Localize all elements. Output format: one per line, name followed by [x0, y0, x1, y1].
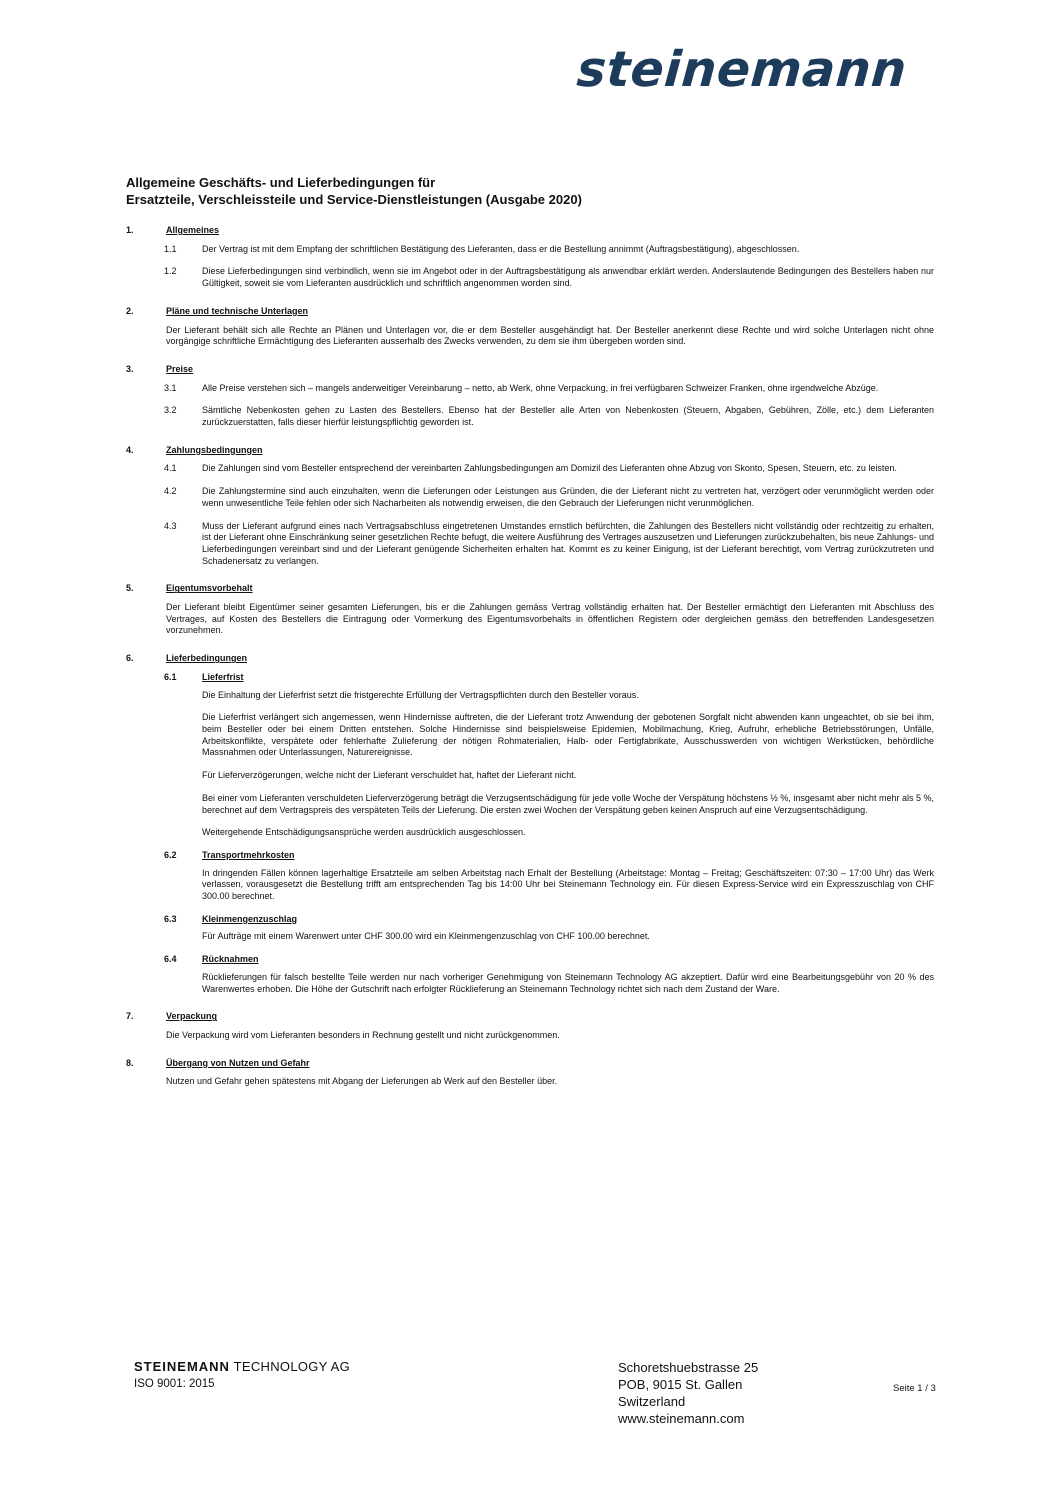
section-title: Zahlungsbedingungen: [166, 444, 263, 455]
section-number: 2.: [126, 305, 134, 316]
subsection-paragraph: Die Einhaltung der Lieferfrist setzt die fristgerechte Erfüllung der Vertragspflichten durch den Besteller voraus.: [202, 689, 639, 700]
section-heading: [126, 225, 934, 237]
clause: [126, 521, 934, 568]
clause: [126, 383, 934, 395]
subsection-paragraph: Die Lieferfrist verlängert sich angemessen, wenn Hindernisse auftreten, die der Lieferant trotz Anwendung der gebotenen Sorgfalt nicht abwenden kann ungeachtet, ob sie bei ihm, beim Besteller oder bei einem Dritten entstehen. Solche Hindernisse sind beispielsweise Epidemien, Mobilmachung, Krieg, Aufruhr, erhebliche Betriebsstörungen, Unfälle, Arbeitskonflikte, verspätete oder fehlerhafte Zulieferung der nötigen Rohmaterialien, Halb- oder Fertigfabrikate, Ausschusswerden von wichtigen Werkstücken, behördliche Massnahmen oder Unterlassungen, Naturereignisse.: [202, 712, 934, 758]
subsection-heading: [126, 850, 934, 862]
section-title: Eigentumsvorbehalt: [166, 583, 253, 594]
subsection-title: Rücknahmen: [202, 954, 259, 965]
subsection-title: Lieferfrist: [202, 671, 244, 682]
section-paragraph: Der Lieferant behält sich alle Rechte an Plänen und Unterlagen vor, die er dem Besteller ausgehändigt hat. Der Besteller anerkennt diese Rechte und wird solche Unterlagen nicht ohne vorgängige schriftliche Ermächtigung des Lieferanten ausserhalb des Zwecks verwenden, zu dem sie ihm übergeben worden sind.: [166, 324, 934, 347]
section-heading: [126, 1011, 934, 1023]
section-number: 5.: [126, 583, 134, 594]
clause: [126, 244, 934, 256]
subsection-heading: [126, 672, 934, 684]
section-heading: [126, 364, 934, 376]
document-body: [126, 225, 934, 1104]
document-title: [126, 174, 936, 208]
footer-company-rest: TECHNOLOGY AG: [233, 1359, 350, 1374]
subsection-number: 6.1: [164, 671, 177, 682]
subsection-title: Transportmehrkosten: [202, 849, 295, 860]
subsection-number: 6.3: [164, 913, 177, 924]
footer-address-line: POB, 9015 St. Gallen: [618, 1377, 743, 1392]
section-verpackung: [126, 1011, 934, 1041]
section-title: Allgemeines: [166, 225, 220, 235]
clause-number: 4.1: [164, 463, 177, 474]
clause-number: 4.3: [164, 520, 177, 531]
clause-text: Der Vertrag ist mit dem Empfang der schriftlichen Bestätigung des Lieferanten, dass er die Bestellung annimmt (Auftragsbestätigung), abgeschlossen.: [202, 243, 800, 254]
clause-number: 3.2: [164, 405, 177, 416]
page-number: Seite 1 / 3: [893, 1383, 936, 1394]
section-heading: [126, 306, 934, 318]
section-paragraph: Nutzen und Gefahr gehen spätestens mit Abgang der Lieferungen ab Werk auf den Besteller über.: [166, 1076, 558, 1087]
section-number: 1.: [126, 225, 134, 235]
company-logo: steinemann: [575, 41, 909, 98]
section-number: 8.: [126, 1057, 134, 1068]
title-line-2: Ersatzteile, Verschleissteile und Service-Dienstleistungen (Ausgabe 2020): [126, 192, 582, 207]
title-line-1: Allgemeine Geschäfts- und Lieferbedingungen für: [126, 175, 436, 190]
clause-text: Die Zahlungstermine sind auch einzuhalten, wenn die Lieferungen oder Leistungen aus Gründen, die der Lieferant nicht zu vertreten hat, verzögert oder verunmöglicht werden oder wenn unwesentliche Teile fehlen oder sich Nacharbeiten als notwendig erweisen, die den Gebrauch der Lieferungen nicht verunmöglichen.: [202, 486, 934, 508]
section-lieferbedingungen: [126, 653, 934, 995]
clause-number: 3.1: [164, 382, 177, 393]
subsection-heading: [126, 914, 934, 926]
section-heading: [126, 583, 934, 595]
subsection-number: 6.2: [164, 849, 177, 860]
clause: [126, 266, 934, 289]
section-zahlungsbedingungen: [126, 445, 934, 568]
clause: [126, 405, 934, 428]
section-preise: [126, 364, 934, 429]
footer-address-line: Switzerland: [618, 1394, 686, 1409]
section-eigentumsvorbehalt: [126, 583, 934, 637]
section-title: Preise: [166, 363, 194, 374]
clause-text: Alle Preise verstehen sich – mangels anderweitiger Vereinbarung – netto, ab Werk, ohne Verpackung, in frei verfügbaren Schweizer Franken, ohne irgendwelche Abzüge.: [202, 382, 879, 393]
clause-number: 1.1: [164, 243, 177, 254]
section-title: Übergang von Nutzen und Gefahr: [166, 1057, 310, 1068]
section-uebergang: [126, 1058, 934, 1088]
section-title: Verpackung: [166, 1011, 218, 1022]
section-title: Lieferbedingungen: [166, 653, 247, 664]
clause-text: Die Zahlungen sind vom Besteller entsprechend der vereinbarten Zahlungsbedingungen am Domizil des Lieferanten ohne Abzug von Skonto, Spesen, Steuern, etc. zu leisten.: [202, 463, 897, 474]
subsection-paragraph: In dringenden Fällen können lagerhaltige Ersatzteile am selben Arbeitstag nach Erhalt der Bestellung (Arbeitstage: Montag – Freitag; Geschäftszeiten: 07:30 – 17:00 Uhr) das Werk verlassen, vorausgesetzt die Bestellung trifft am entsprechenden Tag bis 14:00 Uhr bei Steinemann Technology ein. Für diesen Express-Service wird ein Expresszuschlag von CHF 300.00 berechnet.: [202, 867, 934, 902]
footer-company-bold: STEINEMANN: [134, 1359, 230, 1374]
clause-number: 4.2: [164, 486, 177, 497]
section-plaene: [126, 306, 934, 348]
section-allgemeines: [126, 225, 934, 290]
section-heading: [126, 653, 934, 665]
section-paragraph: Der Lieferant bleibt Eigentümer seiner gesamten Lieferungen, bis er die Zahlungen gemäss Vertrag vollständig erhalten hat. Der Besteller ermächtigt den Lieferanten mit Abschluss des Vertrages, auf Kosten des Bestellers die Eintragung oder Vormerkung des Eigentumsvorbehalts in öffentlichen Registern oder dergleichen gemäss den betreffenden Landesgesetzen vorzunehmen.: [166, 602, 934, 636]
footer-address-line: Schoretshuebstrasse 25: [618, 1360, 759, 1375]
footer-iso: ISO 9001: 2015: [134, 1378, 215, 1390]
subsection-paragraph: Weitergehende Entschädigungsansprüche werden ausdrücklich ausgeschlossen.: [202, 827, 526, 838]
section-number: 4.: [126, 444, 134, 455]
subsection-paragraph: Für Aufträge mit einem Warenwert unter CHF 300.00 wird ein Kleinmengenzuschlag von CHF 100.00 berechnet.: [202, 931, 650, 942]
clause: [126, 463, 934, 475]
section-heading: [126, 445, 934, 457]
subsection-paragraph: Bei einer vom Lieferanten verschuldeten Lieferverzögerung beträgt die Verzugsentschädigung für jede volle Woche der Verspätung höchstens ½ %, insgesamt aber nicht mehr als 5 %, berechnet auf dem Vertragspreis des verspäteten Teils der Lieferung. Die ersten zwei Wochen der Verspätung geben keinen Anspruch auf eine Verzugsentschädigung.: [202, 792, 934, 815]
clause-number: 1.2: [164, 266, 177, 277]
subsection-paragraph: Für Lieferverzögerungen, welche nicht der Lieferant verschuldet hat, haftet der Lieferant nicht.: [202, 770, 577, 781]
section-number: 7.: [126, 1011, 134, 1022]
clause-text: Muss der Lieferant aufgrund eines nach Vertragsabschluss eingetretenen Umstandes ernstlich befürchten, die Zahlungen des Bestellers nicht vollständig oder rechtzeitig zu erhalten, ist der Lieferant ohne Einschränkung seiner gesetzlichen Rechte befugt, die weitere Ausführung des Vertrages auszusetzen und Lieferungen zurückzubehalten, bis neue Zahlungs- und Lieferbedingungen vereinbart sind und der Lieferant genügende Sicherheiten erhalten hat. Kommt es zu keiner Einigung, ist der Lieferant berechtigt, vom Vertrag zurückzutreten und Schadenersatz zu verlangen.: [202, 520, 934, 566]
section-title: Pläne und technische Unterlagen: [166, 305, 309, 316]
footer-address: [618, 1359, 758, 1427]
footer-website: www.steinemann.com: [618, 1411, 745, 1426]
subsection-paragraph: Rücklieferungen für falsch bestellte Teile werden nur nach vorheriger Genehmigung von Steinemann Technology AG akzeptiert. Dafür wird eine Bearbeitungsgebühr von 20 % des Warenwertes erhoben. Die Höhe der Gutschrift nach erfolgter Rücklieferung an Steinemann Technology richtet sich nach dem Zustand der Ware.: [202, 971, 934, 994]
footer-company-name: [134, 1359, 350, 1374]
clause-text: Sämtliche Nebenkosten gehen zu Lasten des Bestellers. Ebenso hat der Besteller alle Arten von Nebenkosten (Steuern, Abgaben, Gebühren, Zölle, etc.) dem Lieferanten zurückzuerstatten, falls dieser hierfür leistungspflichtig geworden ist.: [202, 405, 934, 428]
section-heading: [126, 1058, 934, 1070]
section-number: 3.: [126, 363, 134, 374]
section-paragraph: Die Verpackung wird vom Lieferanten besonders in Rechnung gestellt und nicht zurückgenommen.: [166, 1029, 560, 1040]
subsection-number: 6.4: [164, 954, 177, 965]
clause-text: Diese Lieferbedingungen sind verbindlich, wenn sie im Angebot oder in der Auftragsbestätigung als anwendbar erklärt werden. Anderslautende Bedingungen des Bestellers haben nur Gültigkeit, soweit sie vom Lieferanten ausdrücklich und schriftlich angenommen worden sind.: [202, 266, 934, 289]
subsection-title: Kleinmengenzuschlag: [202, 913, 298, 924]
clause: [126, 486, 934, 509]
subsection-heading: [126, 954, 934, 966]
section-number: 6.: [126, 653, 134, 664]
